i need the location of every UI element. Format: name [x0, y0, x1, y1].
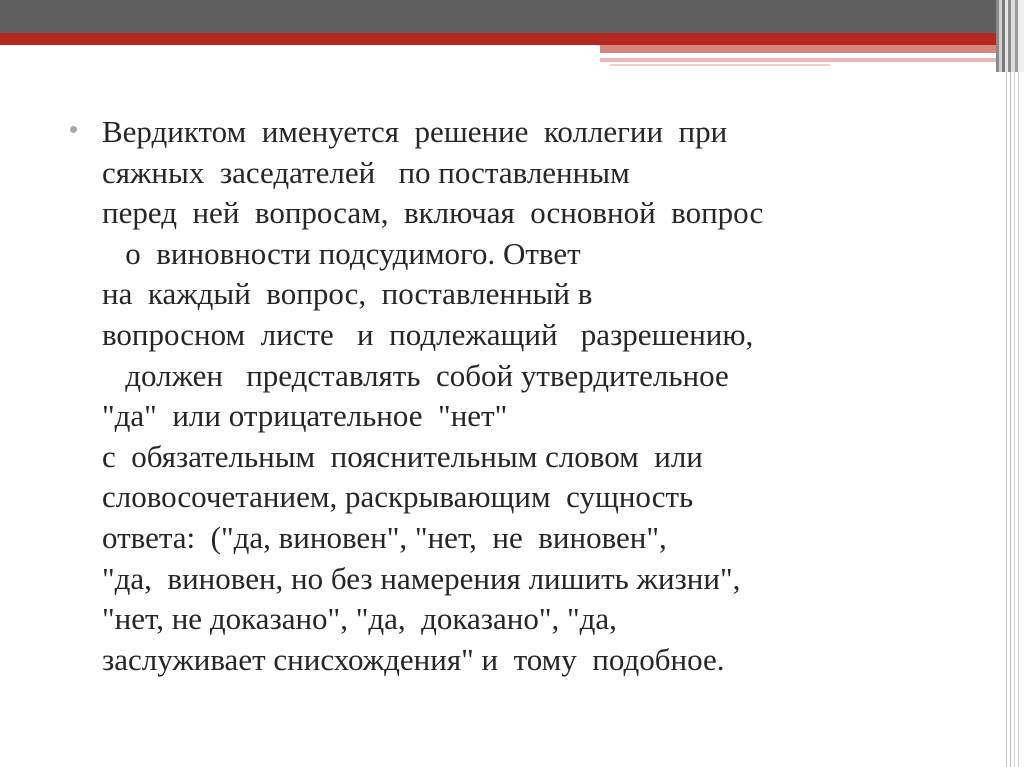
body-line: "нет, не доказано", "да, доказано", "да, [102, 601, 617, 637]
page-edge-decoration [1002, 0, 1024, 767]
accent-stripe [0, 33, 1010, 45]
bullet-dot-icon [70, 126, 77, 133]
body-line: перед ней вопросам, включая основной вопрос [102, 195, 764, 231]
body-line: Вердиктом именуется решение коллегии при [102, 114, 728, 149]
body-line: сяжных заседателей по поставленным [102, 154, 630, 190]
body-line: заслуживает снисхождения" и тому подобное. [102, 641, 725, 677]
accent-stripe-light [600, 45, 1010, 53]
body-line: на каждый вопрос, поставленный в [102, 276, 593, 312]
accent-line [600, 58, 1010, 62]
body-line: "да, виновен, но без намерения лишить жизни", [102, 560, 741, 596]
body-line: должен представлять собой утвердительное [102, 357, 729, 393]
body-line: "да" или отрицательное "нет" [102, 398, 508, 434]
body-line: о виновности подсудимого. Ответ [102, 235, 581, 271]
page-edge-corner [996, 0, 1024, 72]
accent-line-short [610, 64, 830, 66]
body-line: словосочетанием, раскрывающим сущность [102, 479, 694, 515]
body-line: ответа: ("да, виновен", "нет, не виновен", [102, 519, 667, 555]
body-line: вопросном листе и подлежащий разрешению, [102, 316, 754, 352]
body-paragraph [102, 112, 982, 680]
body-line: с обязательным пояснительным словом или [102, 438, 703, 474]
header-bar [0, 0, 1024, 33]
